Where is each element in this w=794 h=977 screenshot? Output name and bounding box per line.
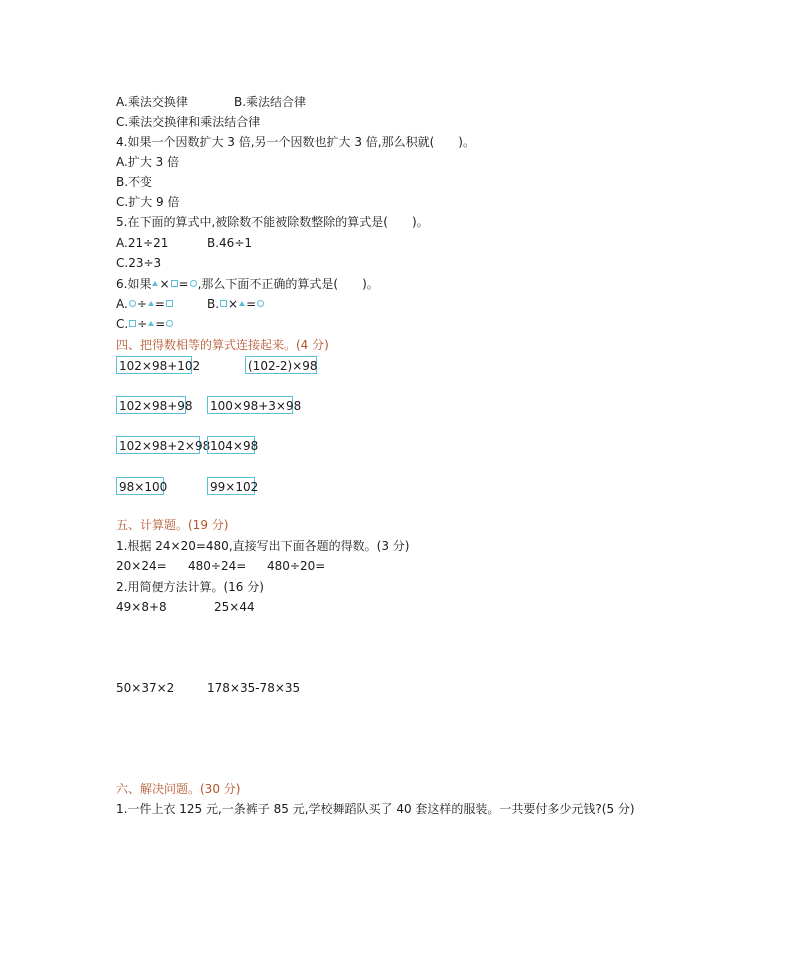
q5-option-a: A.21÷21 [116,236,169,250]
q4-option-b: B.不变 [116,175,153,189]
q5-stem: 5.在下面的算式中,被除数不能被除数整除的算式是( )。 [116,215,429,229]
q6-stem-pre: 6.如果 [116,277,152,291]
section6-title: 六、解决问题。(30 分) [116,782,241,796]
op-eq: = [246,297,257,311]
simplify-item-1: 49×8+8 [116,600,167,614]
simplify-item-2: 25×44 [214,600,255,614]
right-expression-1[interactable]: (102-2)×98 [245,356,317,374]
q3-option-b: B.乘法结合律 [234,95,307,109]
triangle-icon [148,321,154,326]
op-eq: = [178,277,189,291]
section5-title: 五、计算题。(19 分) [116,518,229,532]
simplify-item-4: 178×35-78×35 [207,681,301,695]
q6-stem [116,276,379,292]
left-expression-3[interactable]: 102×98+2×98 [116,436,200,454]
q4-option-a: A.扩大 3 倍 [116,155,180,169]
right-expression-4[interactable]: 99×102 [207,477,255,495]
square-icon [166,300,173,307]
left-expression-1[interactable]: 102×98+102 [116,356,192,374]
circle-icon [129,300,136,307]
circle-icon [166,320,173,327]
right-expression-2[interactable]: 100×98+3×98 [207,396,293,414]
section5-q2-stem: 2.用简便方法计算。(16 分) [116,580,264,594]
q4-stem: 4.如果一个因数扩大 3 倍,另一个因数也扩大 3 倍,那么积就( )。 [116,135,475,149]
square-icon [171,280,178,287]
calc-item-2: 480÷24= [188,559,247,573]
simplify-item-3: 50×37×2 [116,681,175,695]
circle-icon [257,300,264,307]
section5-q1-stem: 1.根据 24×20=480,直接写出下面各题的得数。(3 分) [116,539,410,553]
triangle-icon [152,281,158,286]
q4-option-c: C.扩大 9 倍 [116,195,180,209]
square-icon [129,320,136,327]
calc-item-1: 20×24= [116,559,167,573]
section4-title: 四、把得数相等的算式连接起来。(4 分) [116,338,329,352]
op-times: × [159,277,170,291]
q6-stem-post: ,那么下面不正确的算式是( )。 [197,277,379,291]
section6-q1: 1.一件上衣 125 元,一条裤子 85 元,学校舞蹈队买了 40 套这样的服装。一共要付多少元钱?(5 分) [116,802,635,816]
op-div: ÷ [136,297,147,311]
q3-option-a: A.乘法交换律 [116,95,188,109]
op-eq: = [154,297,165,311]
q3-option-c: C.乘法交换律和乘法结合律 [116,115,261,129]
q6-b-label: B. [207,297,220,311]
q6-a-label: A. [116,297,128,311]
left-expression-4[interactable]: 98×100 [116,477,164,495]
q5-option-b: B.46÷1 [207,236,253,250]
op-times: × [228,297,239,311]
square-icon [220,300,227,307]
op-div: ÷ [137,317,148,331]
q6-option-b [207,296,265,312]
q6-c-label: C. [116,317,129,331]
q6-option-c [116,316,174,332]
circle-icon [190,280,197,287]
right-expression-3[interactable]: 104×98 [207,436,255,454]
q5-option-c: C.23÷3 [116,256,162,270]
triangle-icon [239,301,245,306]
calc-item-3: 480÷20= [267,559,326,573]
op-eq: = [155,317,166,331]
left-expression-2[interactable]: 102×98+98 [116,396,186,414]
triangle-icon [148,301,154,306]
q6-option-a [116,296,174,312]
